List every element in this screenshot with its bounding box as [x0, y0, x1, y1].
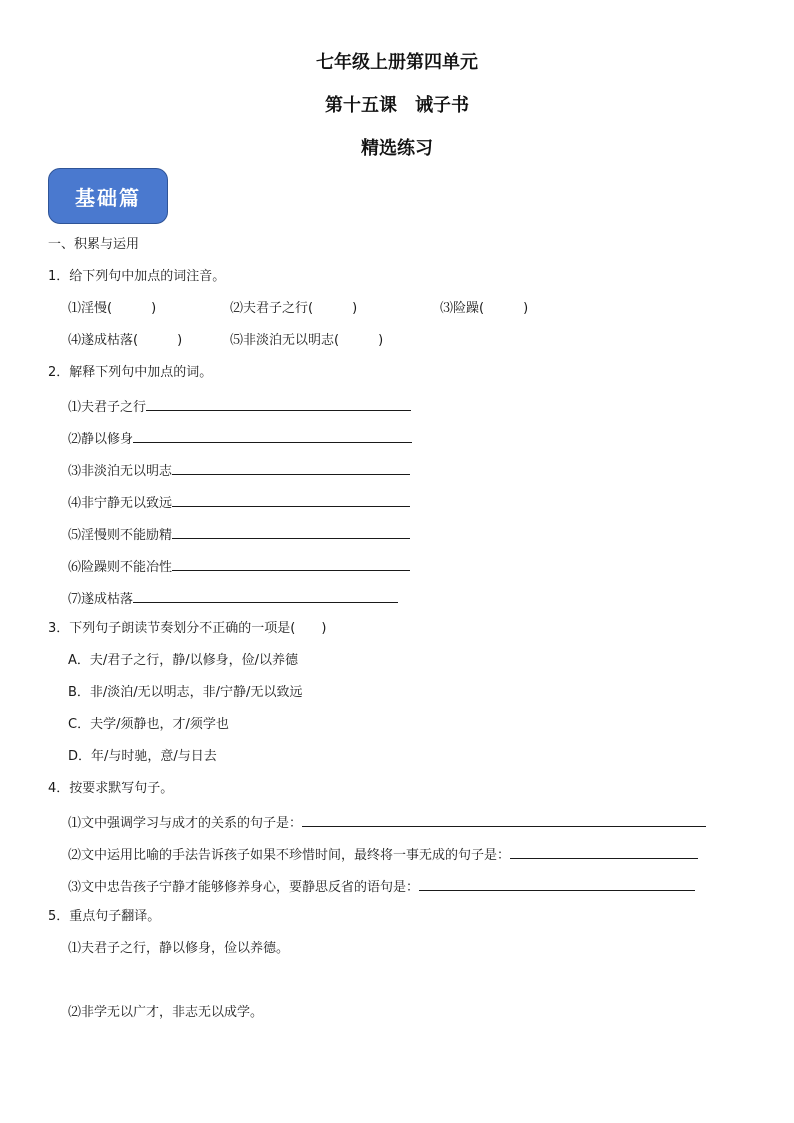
answer-blank[interactable]: [172, 461, 410, 475]
section-heading: 一、积累与运用: [48, 237, 140, 252]
q1-item-4: ⑷遂成枯落( ): [68, 333, 183, 348]
q4-item-label: ⑵文中运用比喻的手法告诉孩子如果不珍惜时间，最终将一事无成的句子是：: [68, 848, 511, 863]
q4-item: [68, 845, 698, 864]
question-4-stem: 4．按要求默写句子。: [48, 781, 174, 796]
q5-item-1: ⑴夫君子之行，静以修身，俭以养德。: [68, 941, 290, 956]
q3-option-d[interactable]: D．年/与时驰，意/与日去: [68, 749, 217, 764]
answer-blank[interactable]: [172, 493, 410, 507]
answer-blank[interactable]: [172, 557, 410, 571]
q2-item: [68, 525, 410, 544]
answer-blank[interactable]: [172, 525, 410, 539]
q2-item: [68, 429, 412, 448]
q2-item-label: ⑵静以修身: [68, 432, 134, 447]
q4-item: [68, 877, 695, 896]
q2-item-label: ⑺遂成枯落: [68, 592, 134, 607]
answer-blank[interactable]: [510, 845, 698, 859]
q5-item-2: ⑵非学无以广才，非志无以成学。: [68, 1005, 264, 1020]
answer-blank[interactable]: [133, 429, 412, 443]
q4-item: [68, 813, 706, 832]
q2-item: [68, 589, 398, 608]
q1-item-2: ⑵夫君子之行( ): [230, 301, 358, 316]
page-title-practice: 精选练习: [361, 138, 433, 159]
page-title-lesson: 第十五课 诫子书: [325, 95, 469, 116]
question-2-stem: 2．解释下列句中加点的词。: [48, 365, 213, 380]
question-3-stem: 3．下列句子朗读节奏划分不正确的一项是( ): [48, 621, 327, 636]
q2-item-label: ⑶非淡泊无以明志: [68, 464, 173, 479]
q2-item-label: ⑹险躁则不能冶性: [68, 560, 173, 575]
section-badge: 基础篇: [48, 168, 168, 224]
answer-blank[interactable]: [146, 397, 411, 411]
q2-item: [68, 461, 410, 480]
q1-item-3: ⑶险躁( ): [440, 301, 529, 316]
q2-item: [68, 397, 411, 416]
page-title-unit: 七年级上册第四单元: [316, 52, 478, 73]
q4-item-label: ⑴文中强调学习与成才的关系的句子是：: [68, 816, 303, 831]
q1-item-1: ⑴淫慢( ): [68, 301, 157, 316]
q3-option-c[interactable]: C．夫学/须静也，才/须学也: [68, 717, 229, 732]
q3-option-a[interactable]: A．夫/君子之行，静/以修身，俭/以养德: [68, 653, 299, 668]
answer-blank[interactable]: [419, 877, 695, 891]
question-5-stem: 5．重点句子翻译。: [48, 909, 161, 924]
q2-item: [68, 493, 410, 512]
question-1-stem: 1．给下列句中加点的词注音。: [48, 269, 226, 284]
q2-item-label: ⑸淫慢则不能励精: [68, 528, 173, 543]
answer-blank[interactable]: [133, 589, 398, 603]
q2-item-label: ⑴夫君子之行: [68, 400, 147, 415]
q2-item: [68, 557, 410, 576]
q1-item-5: ⑸非淡泊无以明志( ): [230, 333, 384, 348]
q3-option-b[interactable]: B．非/淡泊/无以明志，非/宁静/无以致远: [68, 685, 303, 700]
q4-item-label: ⑶文中忠告孩子宁静才能够修养身心，要静思反省的语句是：: [68, 880, 420, 895]
q2-item-label: ⑷非宁静无以致远: [68, 496, 173, 511]
answer-blank[interactable]: [302, 813, 706, 827]
